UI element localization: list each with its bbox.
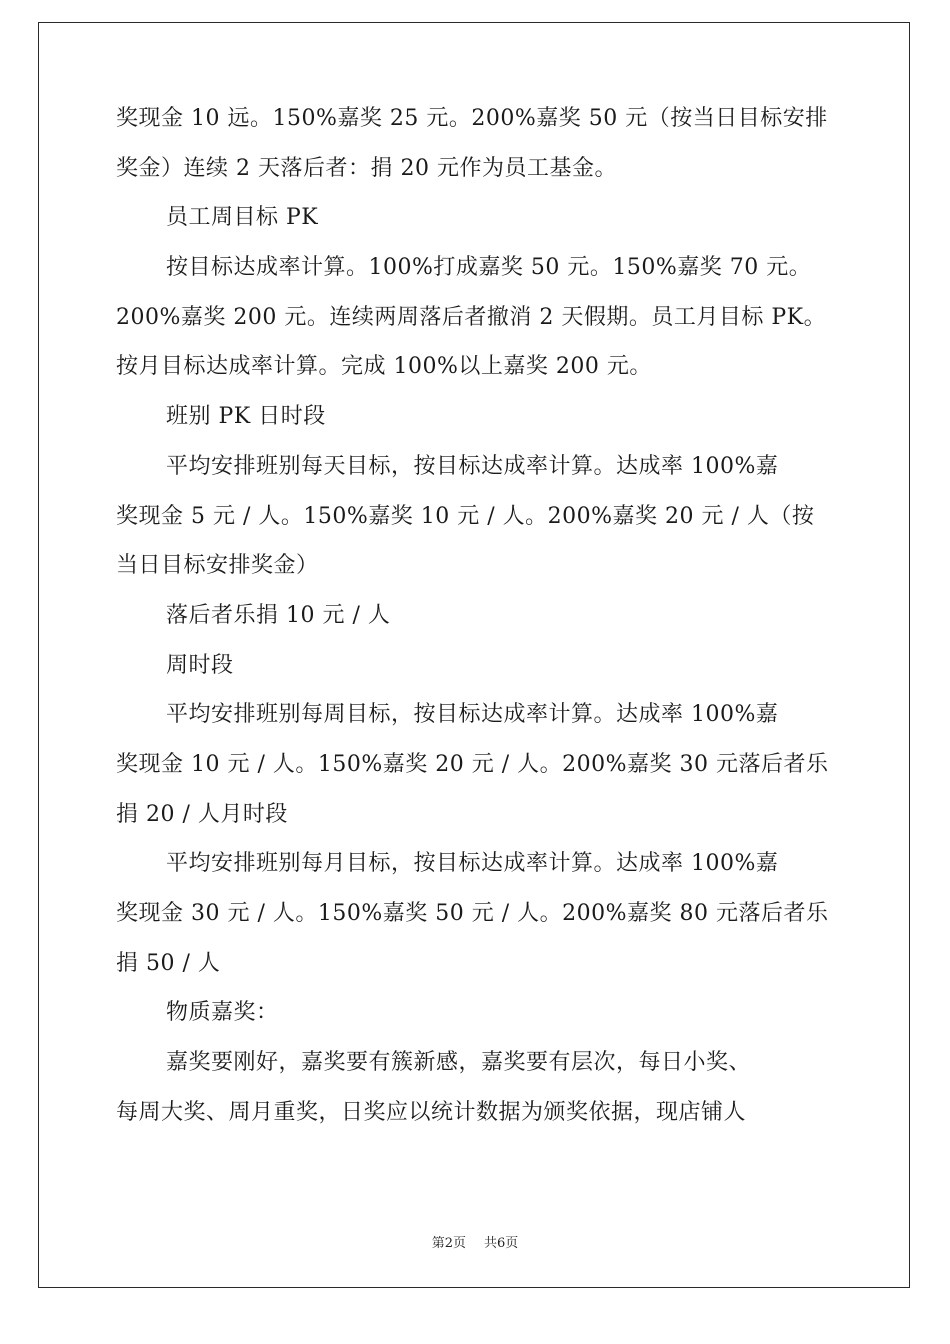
text-line: 按目标达成率计算。100%打成嘉奖 50 元。150%嘉奖 70 元。 xyxy=(166,255,812,281)
text-line: 奖现金 10 元 / 人。150%嘉奖 20 元 / 人。200%嘉奖 30 元落后者乐 xyxy=(116,751,829,777)
text-line: 落后者乐捐 10 元 / 人 xyxy=(166,602,391,628)
text-line: 平均安排班别每天目标，按目标达成率计算。达成率 100%嘉 xyxy=(166,453,779,479)
section-heading: 员工周目标 PK xyxy=(166,205,319,231)
text-line: 捐 50 / 人 xyxy=(116,950,221,976)
text-line: 嘉奖要刚好，嘉奖要有簇新感，嘉奖要有层次，每日小奖、 xyxy=(166,1050,752,1076)
section-heading: 班别 PK 日时段 xyxy=(166,404,326,430)
text-line: 200%嘉奖 200 元。连续两周落后者撤消 2 天假期。员工月目标 PK。 xyxy=(116,304,827,330)
text-line: 奖现金 30 元 / 人。150%嘉奖 50 元 / 人。200%嘉奖 80 元落后者乐 xyxy=(116,901,829,926)
text-line: 平均安排班别每月目标，按目标达成率计算。达成率 100%嘉 xyxy=(166,851,779,877)
document-body xyxy=(116,94,840,1137)
section-heading: 物质嘉奖： xyxy=(166,1000,279,1026)
text-line: 奖现金 10 远。150%嘉奖 25 元。200%嘉奖 50 元（按当日目标安排 xyxy=(116,106,828,131)
text-line: 每周大奖、周月重奖，日奖应以统计数据为颁奖依据，现店铺人 xyxy=(116,1099,747,1125)
page-total: 共6页 xyxy=(484,1236,519,1251)
text-line: 奖现金 5 元 / 人。150%嘉奖 10 元 / 人。200%嘉奖 20 元 / 人（按 xyxy=(116,503,815,529)
text-line: 捐 20 / 人月时段 xyxy=(116,801,288,827)
text-line: 奖金）连续 2 天落后者：捐 20 元作为员工基金。 xyxy=(116,155,617,181)
section-heading: 周时段 xyxy=(166,652,234,678)
page-number: 第2页 xyxy=(431,1236,466,1251)
text-line: 平均安排班别每周目标，按目标达成率计算。达成率 100%嘉 xyxy=(166,702,779,728)
page-footer xyxy=(0,1232,950,1251)
text-line: 按月目标达成率计算。完成 100%以上嘉奖 200 元。 xyxy=(116,354,652,380)
text-line: 当日目标安排奖金） xyxy=(116,553,319,579)
